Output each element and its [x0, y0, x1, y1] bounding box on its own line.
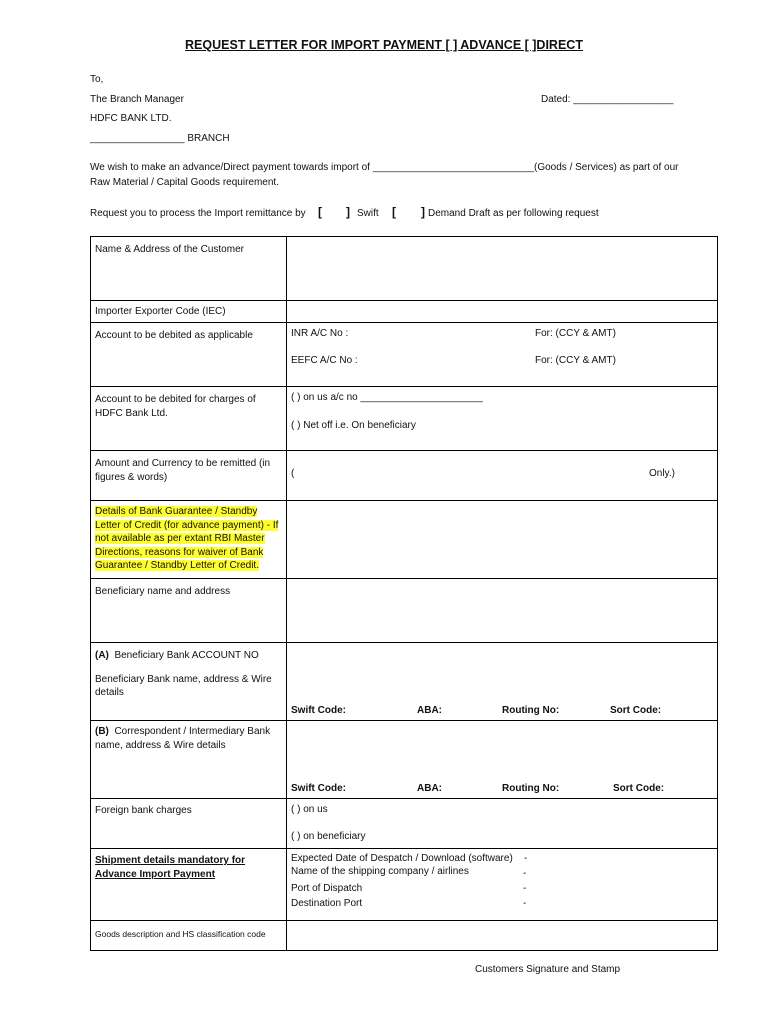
bank-b-marker: (B): [95, 726, 109, 737]
goods-label: Goods description and HS classification code: [95, 929, 266, 939]
destination-port-label: Destination Port: [291, 898, 363, 909]
table-row: [91, 387, 718, 451]
bank-b-routing: Routing No:: [502, 783, 560, 794]
shipment-label: [95, 854, 280, 881]
amount-label: Amount and Currency to be remitted (in figures & words): [95, 458, 271, 483]
customer-label: Name & Address of the Customer: [95, 244, 244, 255]
destination-port-dash: -: [523, 898, 527, 909]
charges-on-us-option[interactable]: ( ) on us a/c no ______________________: [291, 392, 483, 403]
beneficiary-field[interactable]: [287, 579, 718, 643]
eefc-for: For: (CCY & AMT): [535, 355, 616, 366]
table-row: [91, 849, 718, 921]
swift-bracket-close: ]: [346, 205, 350, 219]
despatch-date-label: Expected Date of Despatch / Download (software): [291, 853, 513, 864]
dd-bracket-close: ]: [421, 205, 425, 219]
customer-field[interactable]: [287, 237, 718, 301]
bank-a-sort: Sort Code:: [610, 705, 662, 716]
dispatch-port-dash: -: [523, 883, 527, 894]
foreign-charges-label: Foreign bank charges: [95, 805, 192, 816]
inr-account: INR A/C No :: [291, 328, 349, 339]
table-row: [91, 799, 718, 849]
bank-a-wire: Beneficiary Bank name, address & Wire details: [95, 673, 272, 698]
bank-name: HDFC BANK LTD.: [90, 113, 172, 124]
bank-b-swift: Swift Code:: [291, 783, 346, 794]
table-row: [91, 721, 718, 799]
guarantee-field[interactable]: [287, 501, 718, 579]
swift-bracket-open: [: [318, 205, 322, 219]
foreign-on-us-option[interactable]: ( ) on us: [291, 804, 328, 815]
bank-a-aba: ABA:: [417, 705, 442, 716]
despatch-date-dash: -: [524, 853, 528, 864]
iec-label: Importer Exporter Code (IEC): [95, 306, 226, 317]
dated-field: Dated: __________________: [541, 94, 674, 105]
dispatch-port-label: Port of Dispatch: [291, 883, 363, 894]
table-row: [91, 501, 718, 579]
table-row: [91, 451, 718, 501]
beneficiary-label: Beneficiary name and address: [95, 586, 231, 597]
signature-label: Customers Signature and Stamp: [475, 964, 621, 975]
dd-label: Demand Draft as per following request: [428, 208, 599, 219]
foreign-on-beneficiary-option[interactable]: ( ) on beneficiary: [291, 831, 366, 842]
intro-line-1: We wish to make an advance/Direct payment towards import of _____________________________(Goods / Services) as part of our: [90, 162, 679, 173]
guarantee-text: Details of Bank Guarantee / Standby Letter of Credit (for advance payment) - If not available as per extant RBI Master Directions, reasons for waiver of Bank Guarantee / Standby Letter of Credit.: [95, 506, 279, 571]
charges-net-off-option[interactable]: ( ) Net off i.e. On beneficiary: [291, 420, 416, 431]
page-title: REQUEST LETTER FOR IMPORT PAYMENT [ ] ADVANCE [ ]DIRECT: [185, 38, 583, 52]
swift-label: Swift: [357, 208, 379, 219]
charges-field[interactable]: [287, 387, 718, 451]
charges-label: Account to be debited for charges of HDFC Bank Ltd.: [95, 394, 256, 419]
inr-for: For: (CCY & AMT): [535, 328, 616, 339]
guarantee-label: [95, 505, 280, 573]
request-form-table: [90, 236, 718, 951]
account-label: Account to be debited as applicable: [95, 330, 253, 341]
goods-field[interactable]: [287, 921, 718, 951]
amount-open-paren: (: [291, 468, 295, 479]
branch-line: _________________ BRANCH: [90, 133, 230, 144]
bank-a-swift: Swift Code:: [291, 705, 346, 716]
shipment-field[interactable]: [287, 849, 718, 921]
shipment-heading: Shipment details mandatory for Advance Import Payment: [95, 855, 246, 880]
bank-b-aba: ABA:: [417, 783, 442, 794]
bank-a-account: Beneficiary Bank ACCOUNT NO: [114, 650, 259, 661]
shipping-company-label: Name of the shipping company / airlines: [291, 866, 469, 877]
table-row: [91, 579, 718, 643]
bank-b-sort: Sort Code:: [613, 783, 665, 794]
bank-b-text: Correspondent / Intermediary Bank name, address & Wire details: [95, 726, 271, 751]
account-field[interactable]: [287, 323, 718, 387]
bank-b-field[interactable]: [287, 721, 718, 799]
bank-a-routing: Routing No:: [502, 705, 560, 716]
intro-line-2: Raw Material / Capital Goods requirement.: [90, 177, 279, 188]
salutation: To,: [90, 74, 104, 85]
eefc-account: EEFC A/C No :: [291, 355, 358, 366]
table-row: [91, 301, 718, 323]
table-row: [91, 323, 718, 387]
table-row: [91, 237, 718, 301]
bank-a-label: [95, 649, 280, 700]
shipping-company-dash: -: [523, 868, 527, 879]
amount-field[interactable]: [287, 451, 718, 501]
foreign-charges-field[interactable]: [287, 799, 718, 849]
request-text: Request you to process the Import remittance by: [90, 208, 306, 219]
dd-bracket-open: [: [392, 205, 396, 219]
amount-only: Only.): [649, 468, 675, 479]
iec-field[interactable]: [287, 301, 718, 323]
table-row: [91, 643, 718, 721]
bank-b-label: [95, 725, 280, 752]
addressee: The Branch Manager: [90, 94, 184, 105]
bank-a-marker: (A): [95, 650, 109, 661]
table-row: [91, 921, 718, 951]
bank-a-field[interactable]: [287, 643, 718, 721]
